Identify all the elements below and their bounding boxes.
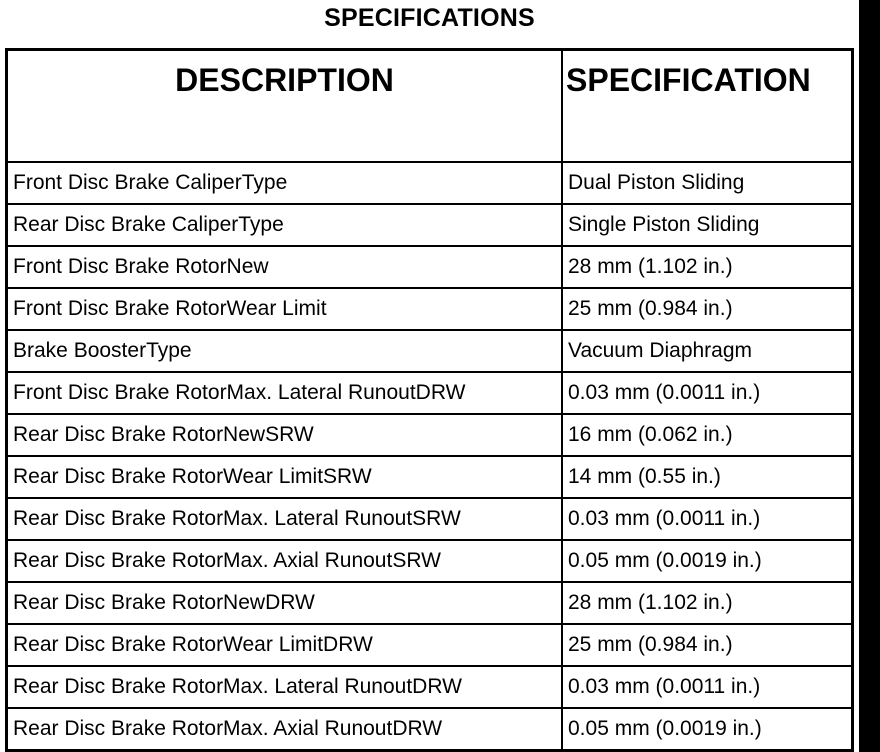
specification-cell: Vacuum Diaphragm [562, 330, 853, 372]
description-cell: Rear Disc Brake CaliperType [7, 204, 563, 246]
description-cell: Rear Disc Brake RotorMax. Axial RunoutDRW [7, 708, 563, 751]
description-cell: Front Disc Brake RotorWear Limit [7, 288, 563, 330]
table-row [7, 372, 853, 414]
specifications-table [5, 48, 854, 752]
table-row [7, 246, 853, 288]
table-row [7, 582, 853, 624]
description-cell: Rear Disc Brake RotorNewSRW [7, 414, 563, 456]
description-cell: Front Disc Brake RotorMax. Lateral RunoutDRW [7, 372, 563, 414]
column-header-specification: SPECIFICATION [562, 50, 853, 163]
specification-cell: 0.03 mm (0.0011 in.) [562, 498, 853, 540]
description-cell: Rear Disc Brake RotorWear LimitSRW [7, 456, 563, 498]
specification-cell: 16 mm (0.062 in.) [562, 414, 853, 456]
description-cell: Rear Disc Brake RotorWear LimitDRW [7, 624, 563, 666]
specification-cell: 25 mm (0.984 in.) [562, 624, 853, 666]
description-cell: Front Disc Brake RotorNew [7, 246, 563, 288]
specification-cell: Single Piston Sliding [562, 204, 853, 246]
table-row [7, 330, 853, 372]
description-cell: Rear Disc Brake RotorMax. Axial RunoutSRW [7, 540, 563, 582]
table-row [7, 204, 853, 246]
specification-cell: Dual Piston Sliding [562, 162, 853, 204]
specification-cell: 0.05 mm (0.0019 in.) [562, 708, 853, 751]
table-header-row [7, 50, 853, 163]
table-row [7, 708, 853, 751]
column-header-description: DESCRIPTION [7, 50, 563, 163]
description-cell: Rear Disc Brake RotorMax. Lateral RunoutDRW [7, 666, 563, 708]
specification-cell: 14 mm (0.55 in.) [562, 456, 853, 498]
description-cell: Rear Disc Brake RotorNewDRW [7, 582, 563, 624]
description-cell: Front Disc Brake CaliperType [7, 162, 563, 204]
description-cell: Rear Disc Brake RotorMax. Lateral RunoutSRW [7, 498, 563, 540]
table-row [7, 498, 853, 540]
table-row [7, 540, 853, 582]
description-cell: Brake BoosterType [7, 330, 563, 372]
table-row [7, 414, 853, 456]
page-title: SPECIFICATIONS [324, 4, 535, 32]
specification-cell: 0.03 mm (0.0011 in.) [562, 666, 853, 708]
table-row [7, 666, 853, 708]
specification-cell: 0.05 mm (0.0019 in.) [562, 540, 853, 582]
right-edge-bar [859, 0, 880, 752]
specification-cell: 0.03 mm (0.0011 in.) [562, 372, 853, 414]
table-row [7, 456, 853, 498]
specification-cell: 28 mm (1.102 in.) [562, 246, 853, 288]
table-row [7, 288, 853, 330]
specification-cell: 28 mm (1.102 in.) [562, 582, 853, 624]
table-row [7, 624, 853, 666]
specification-cell: 25 mm (0.984 in.) [562, 288, 853, 330]
table-row [7, 162, 853, 204]
